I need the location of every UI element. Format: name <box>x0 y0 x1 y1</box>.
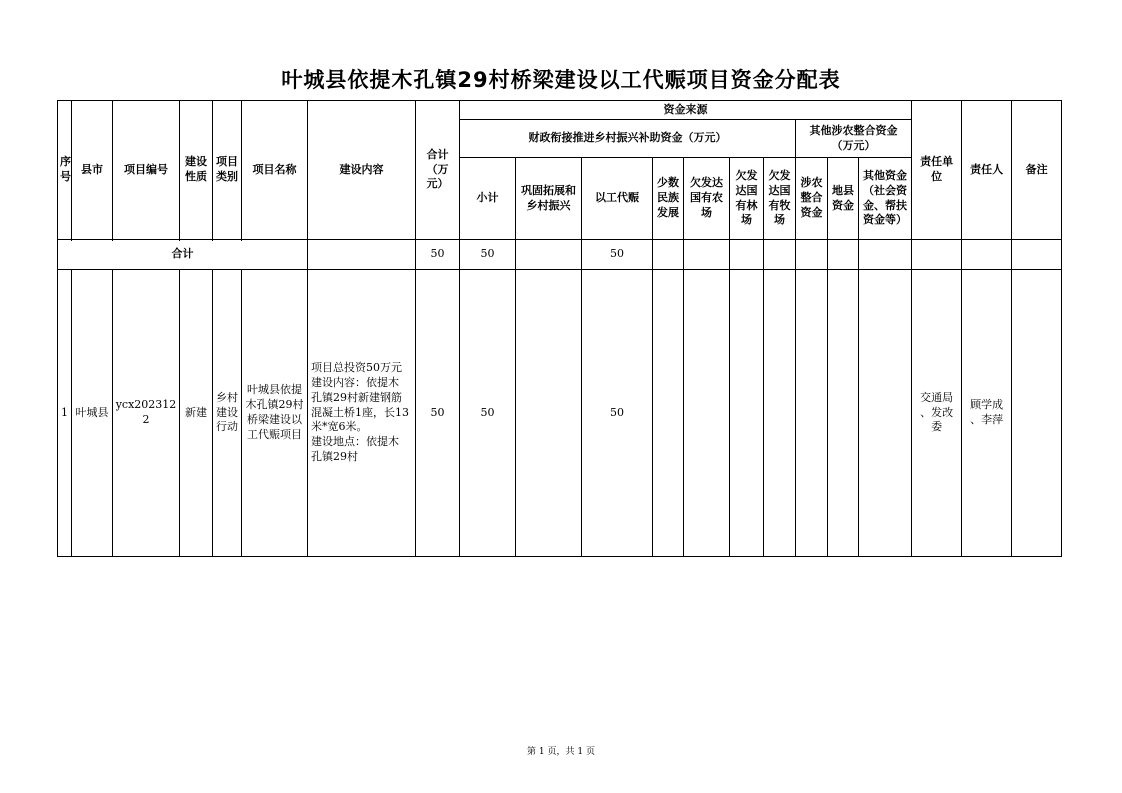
row-seq: 1 <box>58 270 72 557</box>
total-resp-unit <box>912 240 962 270</box>
total-other-funds <box>859 240 912 270</box>
header-row-1 <box>58 101 1062 120</box>
header-agri-integration: 涉农 整合 资金 <box>796 158 828 240</box>
header-fiscal-group: 财政衔接推进乡村振兴补助资金（万元） <box>460 120 796 158</box>
total-work-relief: 50 <box>582 240 653 270</box>
table-row <box>58 270 1062 557</box>
total-remarks <box>1012 240 1062 270</box>
header-underdev-forest: 欠发 达国 有林 场 <box>730 158 764 240</box>
row-subtotal: 50 <box>460 270 516 557</box>
header-remarks: 备注 <box>1012 101 1062 240</box>
total-underdev-forest <box>730 240 764 270</box>
total-local-funds <box>828 240 859 270</box>
row-minority <box>653 270 684 557</box>
header-minority: 少数 民族 发展 <box>653 158 684 240</box>
header-local-funds: 地县 资金 <box>828 158 859 240</box>
row-nature: 新建 <box>180 270 213 557</box>
row-underdev-forest <box>730 270 764 557</box>
header-underdev-pasture: 欠发 达国 有牧 场 <box>764 158 796 240</box>
header-funding-source: 资金来源 <box>460 101 912 120</box>
row-work-relief: 50 <box>582 270 653 557</box>
page-footer: 第 1 页，共 1 页 <box>527 747 595 757</box>
header-underdev-farm: 欠发达 国有农 场 <box>684 158 730 240</box>
header-subtotal: 小计 <box>460 158 516 240</box>
total-resp-person <box>962 240 1012 270</box>
total-row <box>58 240 1062 270</box>
fund-allocation-table <box>57 100 1062 557</box>
row-project-no: ycx2023122 <box>113 270 180 557</box>
header-resp-unit: 责任单 位 <box>912 101 962 240</box>
row-category: 乡村 建设 行动 <box>213 270 242 557</box>
header-consolidate: 巩固拓展和 乡村振兴 <box>516 158 582 240</box>
total-amount: 50 <box>416 240 460 270</box>
header-content: 建设内容 <box>308 101 416 240</box>
total-label: 合计 <box>58 240 308 270</box>
row-remarks <box>1012 270 1062 557</box>
row-resp-person: 顾学成 、李萍 <box>962 270 1012 557</box>
total-subtotal: 50 <box>460 240 516 270</box>
row-underdev-pasture <box>764 270 796 557</box>
row-agri-integration <box>796 270 828 557</box>
page-title: 叶城县依提木孔镇29村桥梁建设以工代赈项目资金分配表 <box>281 68 841 92</box>
row-project-name: 叶城县依提 木孔镇29村 桥梁建设以 工代赈项目 <box>242 270 308 557</box>
row-total: 50 <box>416 270 460 557</box>
header-other-funds: 其他资金 （社会资 金、帮扶 资金等） <box>859 158 912 240</box>
row-underdev-farm <box>684 270 730 557</box>
row-other-funds <box>859 270 912 557</box>
total-content-cell <box>308 240 416 270</box>
header-work-relief: 以工代赈 <box>582 158 653 240</box>
row-consolidate <box>516 270 582 557</box>
row-content: 项目总投资50万元 建设内容：依提木 孔镇29村新建钢筋 混凝土桥1座，长13 米*宽6米。 建设地点：依提木 孔镇29村 <box>308 270 416 557</box>
header-seq: 序 号 <box>58 101 72 240</box>
total-underdev-pasture <box>764 240 796 270</box>
total-minority <box>653 240 684 270</box>
total-consolidate <box>516 240 582 270</box>
header-nature: 建设 性质 <box>180 101 213 240</box>
header-category: 项目 类别 <box>213 101 242 240</box>
row-county: 叶城县 <box>72 270 113 557</box>
row-resp-unit: 交通局 、发改 委 <box>912 270 962 557</box>
header-project-name: 项目名称 <box>242 101 308 240</box>
header-total: 合计 （万 元） <box>416 101 460 240</box>
header-project-no: 项目编号 <box>113 101 180 240</box>
row-local-funds <box>828 270 859 557</box>
total-agri-integration <box>796 240 828 270</box>
header-resp-person: 责任人 <box>962 101 1012 240</box>
header-other-group: 其他涉农整合资金 （万元） <box>796 120 912 158</box>
header-county: 县市 <box>72 101 113 240</box>
total-underdev-farm <box>684 240 730 270</box>
